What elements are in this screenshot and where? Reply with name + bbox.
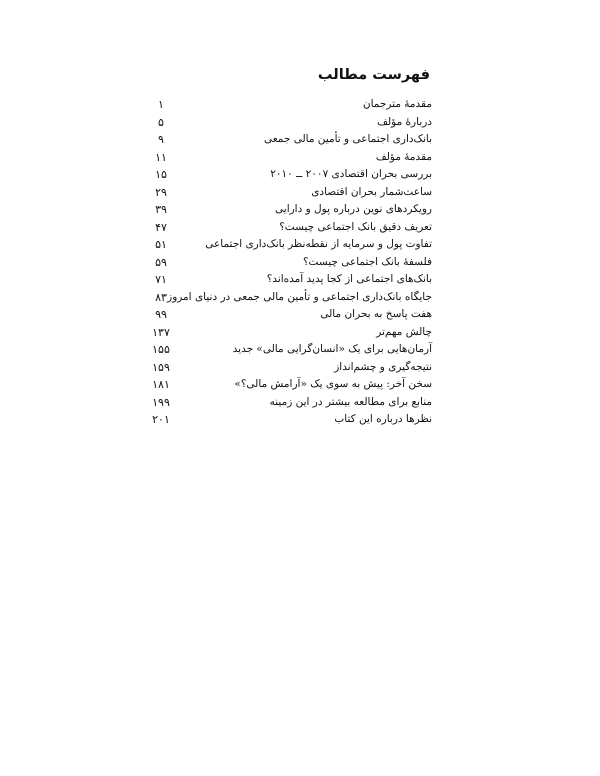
toc-entry-title: بانک‌داری اجتماعی و تأمین مالی جمعی [263, 133, 432, 145]
toc-page-number: ۱۹۹ [152, 395, 170, 409]
toc-entry-title: جایگاه بانک‌داری اجتماعی و تأمین مالی جمعی در دنیای امروز [167, 290, 432, 303]
toc-page-number: ۵۱ [155, 238, 167, 251]
toc-entry [150, 394, 432, 412]
toc-entry-title: ساعت‌شمار بحران اقتصادی [311, 185, 432, 198]
toc-page-number: ۳۹ [155, 203, 167, 216]
toc-page-number: ۵ [158, 115, 164, 129]
toc-entry-title: آرمان‌هایی برای یک «انسان‌گرایی مالی» جدید [232, 343, 432, 355]
toc-page-number: ۲۹ [155, 185, 167, 199]
toc-entry [150, 306, 432, 324]
toc-entry [150, 254, 432, 272]
toc-entry [150, 376, 432, 394]
toc-entry-title: نظرها درباره این کتاب [334, 413, 432, 425]
toc-page-number: ۵۹ [155, 255, 167, 269]
toc-entry-title: مقدمهٔ مؤلف [375, 150, 432, 163]
toc-entry [150, 324, 432, 342]
toc-page-number: ۱۵۹ [152, 360, 170, 374]
toc-entry [150, 96, 432, 114]
toc-page-number: ۱۵ [155, 168, 167, 181]
toc-entry-title: هفت پاسخ به بحران مالی [320, 308, 432, 320]
toc-entry [150, 114, 432, 132]
toc-entry [150, 219, 432, 237]
toc-entry [150, 166, 432, 184]
toc-entry-title: سخن آخر: پیش به سوی یک «آرامش مالی؟» [234, 378, 432, 390]
toc-page-number: ۱۵۵ [152, 343, 170, 356]
toc-entry [150, 236, 432, 254]
toc-entry-title: بررسی بحران اقتصادی ۲۰۰۷ ــ ۲۰۱۰ [270, 168, 432, 180]
toc-entry-title: چالش مهم‌تر [376, 325, 432, 338]
toc-entry [150, 359, 432, 377]
table-of-contents [150, 96, 432, 429]
toc-entry-title: تفاوت پول و سرمایه از نقطه‌نظر بانک‌داری اجتماعی [205, 238, 432, 250]
toc-page-number: ۴۷ [155, 220, 167, 234]
toc-page-number: ۷۱ [155, 273, 167, 286]
page-title: فهرست مطالب [317, 67, 430, 83]
toc-entry-title: فلسفهٔ بانک اجتماعی چیست؟ [302, 255, 432, 268]
toc-page-number: ۱۸۱ [152, 378, 170, 391]
toc-entry [150, 184, 432, 202]
toc-entry [150, 271, 432, 289]
toc-page-number: ۱۱ [155, 150, 167, 164]
toc-page-number: ۲۰۱ [152, 413, 170, 426]
toc-entry-title: بانک‌های اجتماعی از کجا پدید آمده‌اند؟ [266, 273, 432, 285]
toc-entry [150, 131, 432, 149]
toc-entry-title: تعریف دقیق بانک اجتماعی چیست؟ [279, 220, 432, 233]
toc-page-number: ۱ [158, 98, 164, 111]
toc-entry-title: نتیجه‌گیری و چشم‌انداز [334, 360, 432, 373]
toc-entry-title: دربارهٔ مؤلف [377, 115, 432, 128]
toc-entry-title: منابع برای مطالعه بیشتر در این زمینه [269, 395, 432, 408]
toc-entry [150, 149, 432, 167]
toc-entry [150, 411, 432, 429]
toc-entry [150, 201, 432, 219]
toc-page-number: ۹۹ [155, 308, 167, 321]
toc-entry-title: مقدمهٔ مترجمان [362, 98, 432, 110]
toc-page-number: ۱۳۷ [152, 325, 170, 339]
toc-entry-title: رویکردهای نوین درباره پول و دارایی [275, 203, 432, 215]
toc-page-number: ۹ [158, 133, 164, 146]
toc-entry [150, 289, 432, 307]
toc-page-number: ۸۳ [155, 290, 167, 304]
toc-entry [150, 341, 432, 359]
